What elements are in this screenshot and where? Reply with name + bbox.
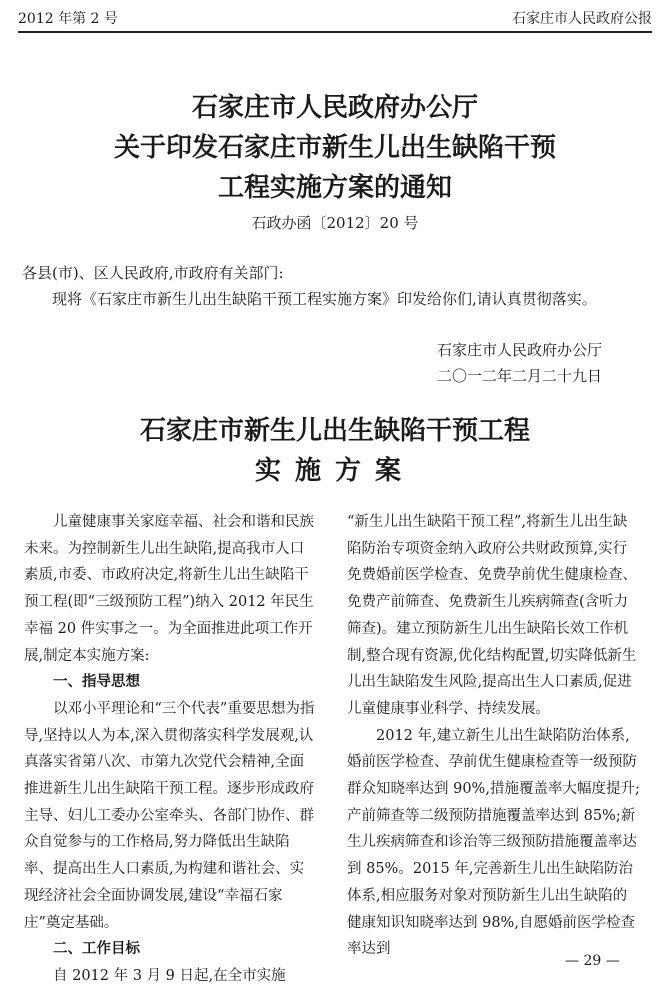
intro-paragraph: 儿童健康事关家庭幸福、社会和谐和民族未来。为控制新生儿出生缺陷,提高我市人口素质,市委、市政府决定,将新生儿出生缺陷干预工程(即“三级预防工程”)纳入 2012 年民生幸福 20 件实事之一。为全面推进此项工作开展,制定本实施方案:	[24, 514, 314, 664]
issuing-office: 石家庄市人民政府办公厅	[437, 341, 603, 359]
running-header	[18, 6, 652, 28]
left-column	[24, 509, 318, 990]
page-number: — 29 —	[565, 953, 620, 969]
right-column	[347, 509, 641, 963]
notice-title	[0, 88, 670, 208]
objectives-paragraph-cont: “新生儿出生缺陷干预工程”,将新生儿出生缺陷防治专项资金纳入政府公共财政预算,实行免费婚前医学检查、免费孕前优生健康检查、免费产前筛查、免费新生儿疾病筛查(含听力筛查)。建立预防新生儿出生缺陷长效工作机制,整合现有资源,优化结构配置,切实降低新生儿出生缺陷发生风险,提高出生人口素质,促进儿童健康事业科学、持续发展。	[347, 514, 637, 717]
section-heading: 一、指导思想	[53, 674, 140, 691]
issue-label: 2012 年第 2 号	[18, 11, 118, 27]
guiding-principles-paragraph: 以邓小平理论和“三个代表”重要思想为指导,坚持以人为本,深入贯彻落实科学发展观,认真落实省第八次、市第九次党代会精神,全面推进新生儿出生缺陷干预工程。逐步形成政府主导、妇儿工委办公室牵头、各部门协作、群众自觉参与的工作格局,努力降低出生缺陷率、提高出生人口素质,为构建和谐社会、实现经济社会全面协调发展,建设“幸福石家庄”奠定基础。	[24, 700, 315, 931]
addressee: 各县(市)、区人民政府,市政府有关部门:	[22, 264, 284, 282]
publication-name: 石家庄市人民政府公报	[512, 11, 652, 27]
notice-title-line: 石家庄市人民政府办公厅	[191, 93, 478, 123]
section-heading: 二、工作目标	[53, 941, 140, 958]
plan-title	[0, 411, 670, 491]
objectives-paragraph-start: 自 2012 年 3 月 9 日起,在全市实施	[53, 967, 286, 984]
header-divider	[18, 31, 652, 33]
targets-paragraph: 2012 年,建立新生儿出生缺陷防治体系,婚前医学检查、孕前优生健康检查等一级预防群众知晓率达到 90%,措施覆盖率大幅度提升;产前筛查等二级预防措施覆盖率达到 85%;新生儿疾病筛查和诊治等三级预防措施覆盖率达到 85%。2015 年,完善新生儿出生缺陷防治体系,相应服务对象对预防新生儿出生缺陷的健康知识知晓率达到 98%,自愿婚前医学检查率达到	[347, 727, 640, 958]
signature-block	[437, 337, 602, 389]
document-number: 石政办函〔2012〕20 号	[251, 214, 419, 232]
notice-body: 现将《石家庄市新生儿出生缺陷干预工程实施方案》印发给你们,请认真贯彻落实。	[52, 290, 597, 308]
issue-date: 二〇一二年二月二十九日	[437, 367, 603, 385]
plan-title-main: 石家庄市新生儿出生缺陷干预工程	[139, 416, 530, 446]
plan-title-sub: 实施方案	[254, 456, 415, 486]
notice-title-line: 关于印发石家庄市新生儿出生缺陷干预	[113, 133, 556, 163]
notice-title-line: 工程实施方案的通知	[217, 173, 452, 203]
